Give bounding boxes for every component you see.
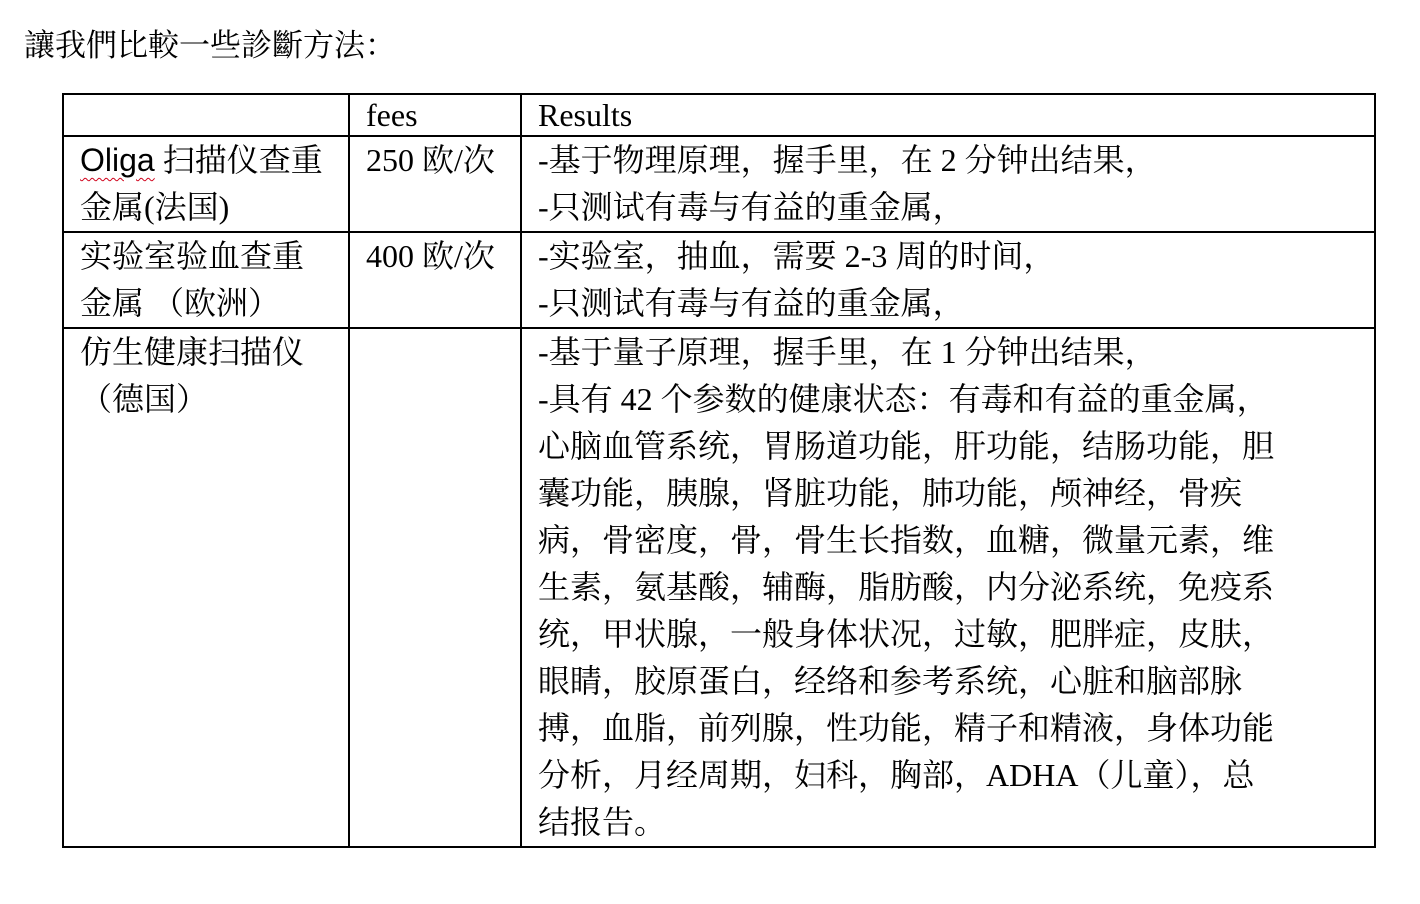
result-line: 分析，月经周期，妇科，胸部，ADHA（儿童），总: [538, 757, 1255, 793]
results-cell: [521, 232, 1375, 328]
result-line: -具有 42 个参数的健康状态：有毒和有益的重金属，: [538, 381, 1269, 417]
method-brand-name: Oliga: [80, 142, 155, 178]
result-line: 生素，氨基酸，辅酶，脂肪酸，内分泌系统，免疫系: [538, 569, 1275, 605]
table-row: [63, 328, 1375, 847]
method-line: （德国）: [80, 381, 209, 417]
result-line: 统，甲状腺，一般身体状况，过敏，肥胖症，皮肤，: [538, 616, 1275, 652]
result-line: -只测试有毒与有益的重金属，: [538, 285, 965, 321]
result-line: 病，骨密度，骨，骨生长指数，血糖，微量元素，维: [538, 522, 1275, 558]
header-cell-results: Results: [521, 94, 1375, 136]
method-cell: [63, 136, 349, 232]
result-line: 眼睛，胶原蛋白，经络和参考系统，心脏和脑部脉: [538, 663, 1243, 699]
method-line: [80, 137, 338, 184]
method-cell: [63, 328, 349, 847]
method-cell: [63, 232, 349, 328]
result-line: -基于量子原理，握手里，在 1 分钟出结果，: [538, 334, 1157, 370]
result-line: -只测试有毒与有益的重金属，: [538, 189, 965, 225]
results-cell: [521, 136, 1375, 232]
fee-cell: 250 欧/次: [349, 136, 521, 232]
comparison-table: [62, 93, 1376, 848]
table-header-row: [63, 94, 1375, 136]
result-line: 囊功能，胰腺，肾脏功能，肺功能，颅神经，骨疾: [538, 475, 1243, 511]
intro-text: 讓我們比較一些診斷方法：: [24, 28, 396, 63]
result-line: -基于物理原理，握手里，在 2 分钟出结果，: [538, 142, 1157, 178]
result-line: 搏，血脂，前列腺，性功能，精子和精液，身体功能: [538, 710, 1275, 746]
result-line: 结报告。: [538, 804, 667, 840]
result-line: 心脑血管系统，胃肠道功能，肝功能，结肠功能，胆: [538, 428, 1275, 464]
results-cell: [521, 328, 1375, 847]
header-cell-method: [63, 94, 349, 136]
fee-cell: [349, 328, 521, 847]
fee-cell: 400 欧/次: [349, 232, 521, 328]
header-cell-fees: fees: [349, 94, 521, 136]
method-line: 实验室验血查重: [80, 238, 305, 274]
method-line-text: 扫描仪查重: [154, 142, 323, 178]
table-row: [63, 232, 1375, 328]
result-line: -实验室，抽血，需要 2-3 周的时间，: [538, 238, 1056, 274]
method-line: 金属(法国): [80, 189, 230, 225]
method-line: 仿生健康扫描仪: [80, 334, 305, 370]
method-line: 金属 （欧洲）: [80, 285, 281, 321]
table-row: [63, 136, 1375, 232]
